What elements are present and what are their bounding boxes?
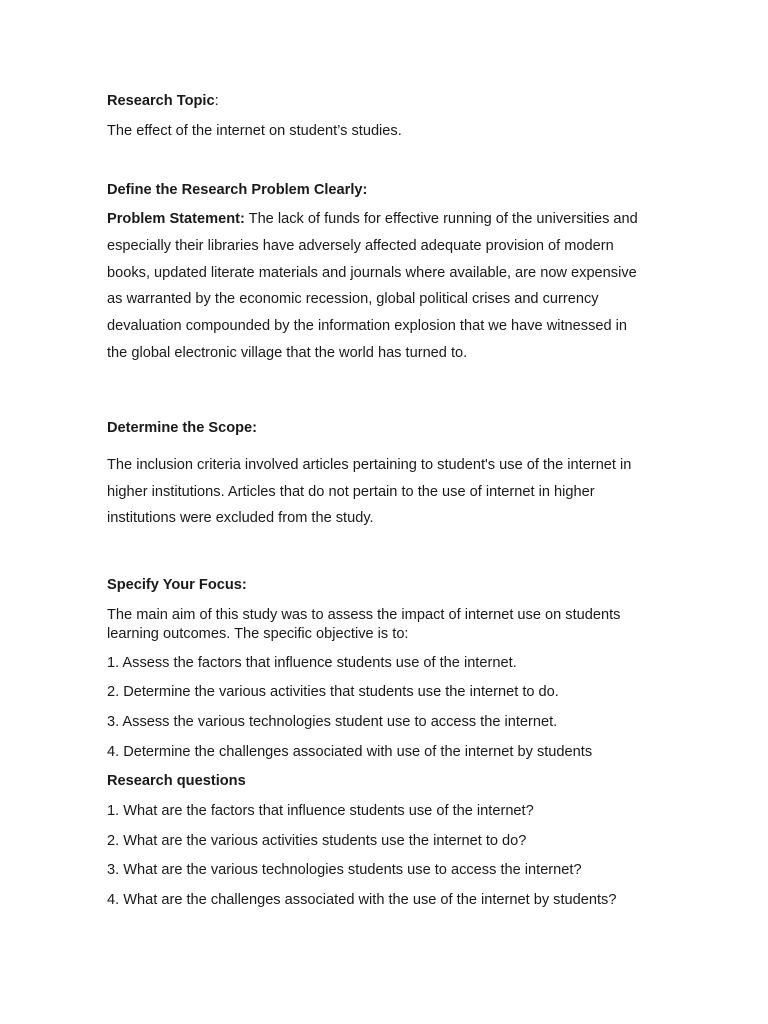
research-question-1: 1. What are the factors that influence students use of the internet? xyxy=(107,803,534,819)
problem-statement-label: Problem Statement: xyxy=(107,211,245,227)
objective-3: 3. Assess the various technologies student use to access the internet. xyxy=(107,714,558,730)
research-topic-heading: Research Topic xyxy=(107,93,215,109)
focus-heading: Specify Your Focus: xyxy=(107,577,247,593)
problem-statement-text-1: The lack of funds for effective running of the universities and xyxy=(244,211,638,227)
problem-statement-line-6: the global electronic village that the world has turned to. xyxy=(107,345,468,361)
problem-statement-line-2: especially their libraries have adversely affected adequate provision of modern xyxy=(107,238,614,254)
research-question-2: 2. What are the various activities students use the internet to do? xyxy=(107,833,527,849)
research-questions-heading: Research questions xyxy=(107,773,246,789)
problem-statement-line-3: books, updated literate materials and journals where available, are now expensive xyxy=(107,265,637,281)
objective-1: 1. Assess the factors that influence students use of the internet. xyxy=(107,655,517,671)
research-question-4: 4. What are the challenges associated with the use of the internet by students? xyxy=(107,892,617,908)
problem-statement-line-4: as warranted by the economic recession, global political crises and currency xyxy=(107,291,599,307)
research-question-3: 3. What are the various technologies students use to access the internet? xyxy=(107,862,582,878)
scope-line-1: The inclusion criteria involved articles pertaining to student's use of the internet in xyxy=(107,457,632,473)
focus-intro-line-2: learning outcomes. The specific objective is to: xyxy=(107,626,409,642)
research-topic-text: The effect of the internet on student’s studies. xyxy=(107,123,402,139)
scope-line-3: institutions were excluded from the study. xyxy=(107,510,374,526)
problem-statement-line-5: devaluation compounded by the information explosion that we have witnessed in xyxy=(107,318,628,334)
focus-intro-line-1: The main aim of this study was to assess the impact of internet use on students xyxy=(107,607,621,623)
objective-2: 2. Determine the various activities that students use the internet to do. xyxy=(107,684,559,700)
scope-line-2: higher institutions. Articles that do not pertain to the use of internet in higher xyxy=(107,484,595,500)
objective-4: 4. Determine the challenges associated with use of the internet by students xyxy=(107,744,593,760)
research-topic-heading-line xyxy=(107,92,219,110)
research-topic-colon: : xyxy=(214,93,219,109)
research-problem-heading: Define the Research Problem Clearly: xyxy=(107,182,368,198)
problem-statement-line-1 xyxy=(107,210,638,228)
scope-heading: Determine the Scope: xyxy=(107,420,258,436)
